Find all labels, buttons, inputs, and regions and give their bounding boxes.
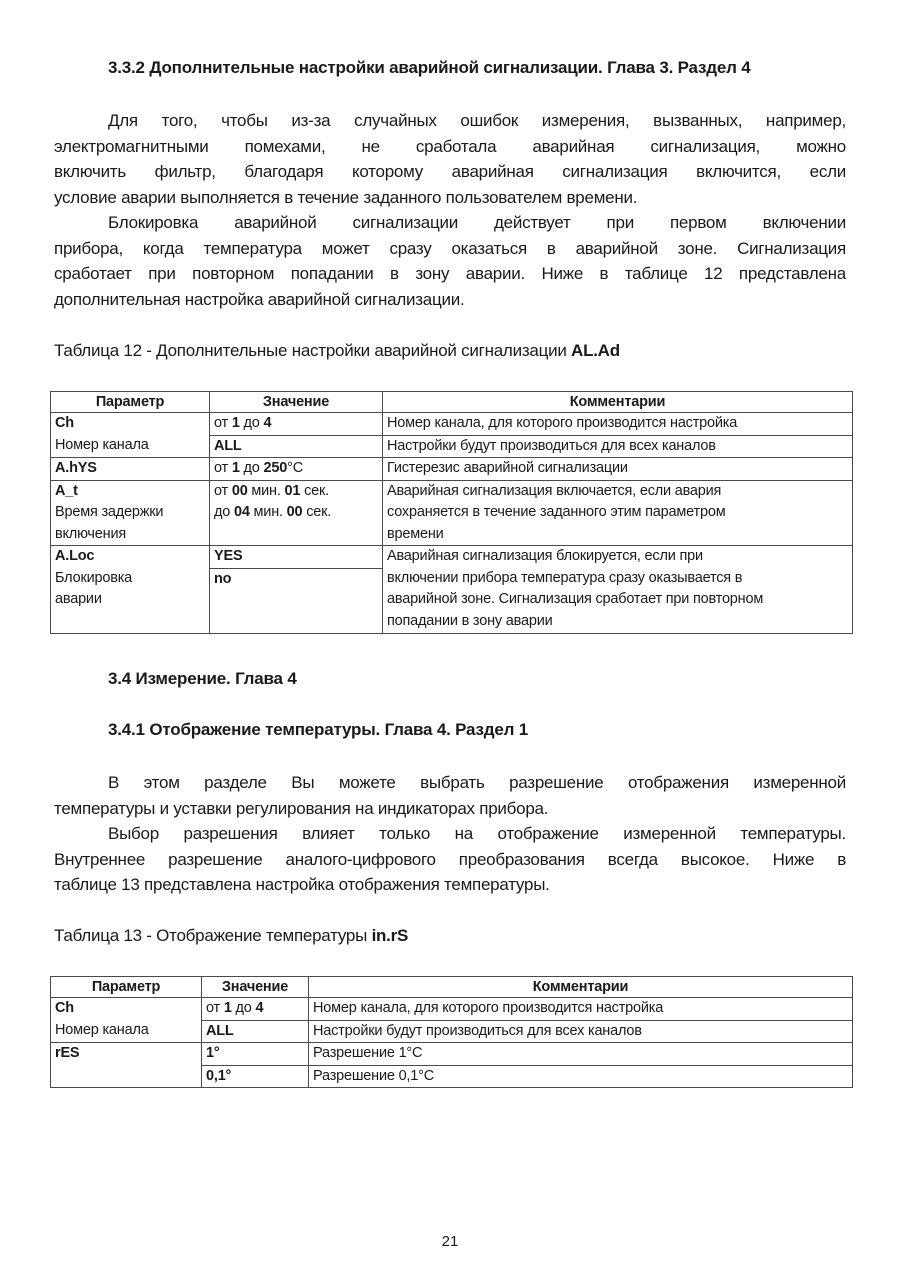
comment-cell: Номер канала, для которого производится настройка (383, 413, 853, 436)
comment-cell: Разрешение 1°C (309, 1043, 853, 1066)
header-value: Значение (202, 977, 309, 998)
table-row (51, 998, 853, 1021)
table-row (51, 458, 853, 481)
param-cell-ch: Ch Номер канала (51, 998, 202, 1043)
paragraph-resolution-intro (54, 770, 846, 821)
value-cell: от 1 до 4 (202, 998, 309, 1021)
table-row (51, 413, 853, 436)
comment-cell: Настройки будут производиться для всех каналов (309, 1020, 853, 1043)
param-cell-at: A_t Время задержки включения (51, 480, 210, 546)
value-cell: ALL (202, 1020, 309, 1043)
text-line: В этом разделе Вы можете выбрать разрешение отображения измеренной (108, 773, 846, 792)
text-line: Блокировка аварийной сигнализации действует при первом включении (108, 213, 846, 232)
value-cell: от 1 до 250°C (210, 458, 383, 481)
table-row (51, 546, 853, 569)
param-code: Ch (55, 415, 74, 431)
text-line: условие аварии выполняется в течение заданного пользователем времени. (54, 187, 638, 207)
table-12-alarm-settings (50, 391, 853, 634)
comment-cell: Настройки будут производиться для всех каналов (383, 435, 853, 458)
value-cell: от 1 до 4 (210, 413, 383, 436)
param-name: Номер канала (55, 436, 149, 453)
value-cell: no (210, 568, 383, 633)
comment-cell: Аварийная сигнализация блокируется, если при включении прибора температура сразу оказывается в аварийной зоне. Сигнализация сработает при повторном попадании в зону аварии (383, 546, 853, 634)
caption-text: Таблица 13 - Отображение температуры (54, 926, 372, 945)
param-cell-aloc: A.Loc Блокировка аварии (51, 546, 210, 634)
section-heading-3-3-2: 3.3.2 Дополнительные настройки аварийной сигнализации. Глава 3. Раздел 4 (108, 58, 751, 77)
table-row (51, 1043, 853, 1066)
text-line: включить фильтр, благодаря которому аварийная сигнализация включится, если (54, 162, 846, 181)
table-header-row (51, 392, 853, 413)
text-line: таблице 13 представлена настройка отображения температуры. (54, 875, 550, 894)
caption-text: Таблица 12 - Дополнительные настройки аварийной сигнализации (54, 341, 572, 360)
value-cell: ALL (210, 435, 383, 458)
text-line: Внутреннее разрешение аналого-цифрового преобразования всегда высокое. Ниже в (54, 849, 846, 869)
value-cell: YES (210, 546, 383, 569)
text-line: электромагнитными помехами, не сработала аварийная сигнализация, можно (54, 136, 846, 156)
page-number: 21 (441, 1233, 459, 1250)
text-line: дополнительная настройка аварийной сигнализации. (54, 289, 465, 309)
comment-cell: Аварийная сигнализация включается, если авария сохраняется в течение заданного этим параметром времени (383, 480, 853, 546)
comment-cell: Гистерезис аварийной сигнализации (383, 458, 853, 481)
table-header-row (51, 977, 853, 998)
text-line: сработает при повторном попадании в зону аварии. Ниже в таблице 12 представлена (54, 264, 846, 283)
section-heading-3-4: 3.4 Измерение. Глава 4 (108, 669, 297, 688)
value-cell: 1° (202, 1043, 309, 1066)
text-line: температуры и уставки регулирования на индикаторах прибора. (54, 798, 549, 818)
header-comments: Комментарии (309, 977, 853, 998)
section-heading-3-4-1: 3.4.1 Отображение температуры. Глава 4. Раздел 1 (108, 720, 528, 739)
table-13-caption (54, 926, 408, 946)
param-cell-ahys: A.hYS (51, 458, 210, 481)
header-parameter: Параметр (51, 392, 210, 413)
caption-code: AL.Ad (571, 341, 620, 360)
paragraph-filter-intro (54, 108, 846, 210)
table-13-temperature-display (50, 976, 853, 1088)
paragraph-resolution-effect (54, 821, 846, 898)
table-12-caption (54, 341, 620, 361)
text-line: прибора, когда температура может сразу оказаться в аварийной зоне. Сигнализация (54, 238, 846, 258)
header-comments: Комментарии (383, 392, 853, 413)
header-value: Значение (210, 392, 383, 413)
value-cell: от 00 мин. 01 сек. до 04 мин. 00 сек. (210, 480, 383, 546)
param-cell-res: rES (51, 1043, 202, 1088)
paragraph-alarm-blocking (54, 210, 846, 312)
text-line: Для того, чтобы из-за случайных ошибок измерения, вызванных, например, (108, 111, 846, 130)
table-row (51, 480, 853, 546)
comment-cell: Номер канала, для которого производится настройка (309, 998, 853, 1021)
text-line: Выбор разрешения влияет только на отображение измеренной температуры. (108, 824, 846, 843)
comment-cell: Разрешение 0,1°C (309, 1065, 853, 1088)
value-cell: 0,1° (202, 1065, 309, 1088)
param-cell-ch (51, 413, 210, 458)
header-parameter: Параметр (51, 977, 202, 998)
caption-code: in.rS (371, 926, 409, 945)
